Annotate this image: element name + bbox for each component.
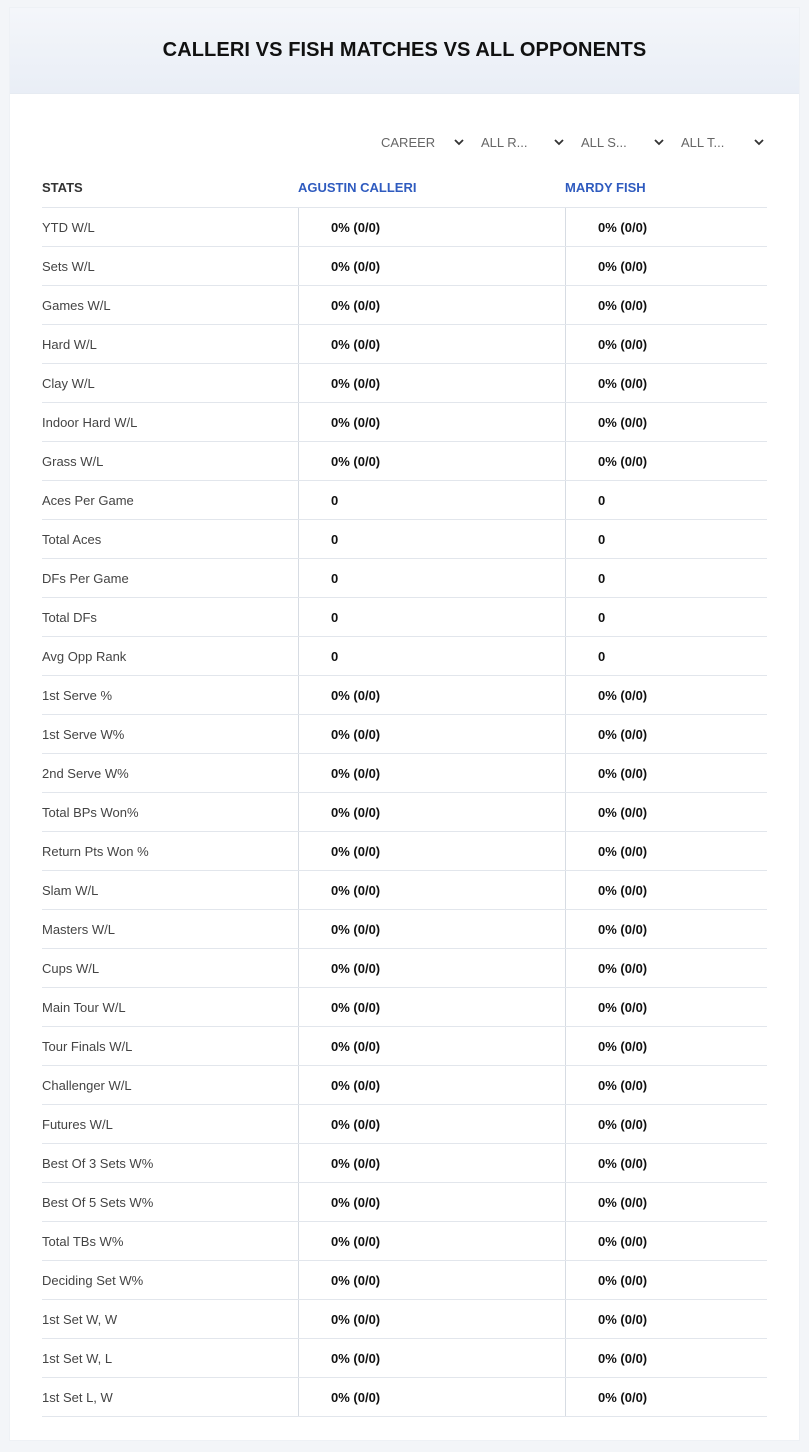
player2-stat-value: 0 bbox=[565, 637, 767, 675]
table-row bbox=[42, 208, 767, 247]
table-row bbox=[42, 1222, 767, 1261]
table-row bbox=[42, 949, 767, 988]
chevron-down-icon bbox=[753, 136, 765, 148]
table-row bbox=[42, 442, 767, 481]
stat-label: Total BPs Won% bbox=[42, 804, 139, 820]
stat-label: YTD W/L bbox=[42, 219, 95, 235]
player2-stat-value: 0% (0/0) bbox=[565, 208, 767, 246]
player1-stat-value: 0 bbox=[298, 559, 565, 597]
surface-select[interactable] bbox=[567, 126, 667, 158]
table-row bbox=[42, 754, 767, 793]
player1-stat-value: 0% (0/0) bbox=[298, 871, 565, 909]
player1-stat-value: 0% (0/0) bbox=[298, 793, 565, 831]
filter-bar bbox=[367, 126, 767, 158]
player1-stat-value: 0 bbox=[298, 637, 565, 675]
player1-column-header[interactable]: AGUSTIN CALLERI bbox=[298, 180, 417, 195]
chevron-down-icon bbox=[553, 136, 565, 148]
table-row bbox=[42, 793, 767, 832]
player2-stat-value: 0% (0/0) bbox=[565, 793, 767, 831]
table-row bbox=[42, 1027, 767, 1066]
player2-stat-value: 0% (0/0) bbox=[565, 1183, 767, 1221]
player2-stat-value: 0% (0/0) bbox=[565, 1066, 767, 1104]
table-row bbox=[42, 1105, 767, 1144]
table-row bbox=[42, 598, 767, 637]
player2-stat-value: 0% (0/0) bbox=[565, 247, 767, 285]
stat-label: 2nd Serve W% bbox=[42, 765, 129, 781]
table-row bbox=[42, 988, 767, 1027]
stat-label: Slam W/L bbox=[42, 882, 99, 898]
stat-label: Games W/L bbox=[42, 297, 111, 313]
table-row bbox=[42, 1183, 767, 1222]
player1-stat-value: 0% (0/0) bbox=[298, 1183, 565, 1221]
table-row bbox=[42, 520, 767, 559]
player2-stat-value: 0 bbox=[565, 559, 767, 597]
player2-stat-value: 0% (0/0) bbox=[565, 988, 767, 1026]
player1-stat-value: 0% (0/0) bbox=[298, 676, 565, 714]
table-row bbox=[42, 481, 767, 520]
table-row bbox=[42, 286, 767, 325]
stat-label: Best Of 3 Sets W% bbox=[42, 1155, 154, 1171]
table-row bbox=[42, 559, 767, 598]
player1-stat-value: 0% (0/0) bbox=[298, 1144, 565, 1182]
player2-stat-value: 0% (0/0) bbox=[565, 715, 767, 753]
table-row bbox=[42, 715, 767, 754]
player2-stat-value: 0% (0/0) bbox=[565, 1222, 767, 1260]
stat-label: Main Tour W/L bbox=[42, 999, 126, 1015]
round-select-value: ALL R... bbox=[481, 134, 528, 150]
table-row bbox=[42, 676, 767, 715]
table-row bbox=[42, 1261, 767, 1300]
table-row bbox=[42, 247, 767, 286]
table-row bbox=[42, 1300, 767, 1339]
player2-stat-value: 0% (0/0) bbox=[565, 1105, 767, 1143]
player1-stat-value: 0% (0/0) bbox=[298, 442, 565, 480]
table-row bbox=[42, 637, 767, 676]
player1-stat-value: 0% (0/0) bbox=[298, 1300, 565, 1338]
stat-label: Best Of 5 Sets W% bbox=[42, 1194, 154, 1210]
stat-label: Indoor Hard W/L bbox=[42, 414, 138, 430]
player2-stat-value: 0% (0/0) bbox=[565, 1339, 767, 1377]
stat-label: Aces Per Game bbox=[42, 492, 134, 508]
stats-card bbox=[10, 8, 799, 1440]
player2-stat-value: 0% (0/0) bbox=[565, 676, 767, 714]
table-row bbox=[42, 325, 767, 364]
table-row bbox=[42, 403, 767, 442]
stat-label: Cups W/L bbox=[42, 960, 100, 976]
stats-column-header: STATS bbox=[42, 180, 83, 195]
stat-label: Total DFs bbox=[42, 609, 97, 625]
stat-label: Futures W/L bbox=[42, 1116, 113, 1132]
stats-table-header bbox=[42, 168, 767, 208]
period-select-value: CAREER bbox=[381, 134, 436, 150]
player1-stat-value: 0% (0/0) bbox=[298, 1339, 565, 1377]
stat-label: 1st Serve % bbox=[42, 687, 113, 703]
player2-stat-value: 0% (0/0) bbox=[565, 832, 767, 870]
stat-label: 1st Set L, W bbox=[42, 1389, 113, 1405]
player1-stat-value: 0% (0/0) bbox=[298, 1378, 565, 1416]
player1-stat-value: 0% (0/0) bbox=[298, 1261, 565, 1299]
player1-stat-value: 0% (0/0) bbox=[298, 832, 565, 870]
table-row bbox=[42, 910, 767, 949]
player2-stat-value: 0 bbox=[565, 481, 767, 519]
stat-label: Total Aces bbox=[42, 531, 102, 547]
player1-stat-value: 0% (0/0) bbox=[298, 325, 565, 363]
player1-stat-value: 0 bbox=[298, 598, 565, 636]
player1-stat-value: 0% (0/0) bbox=[298, 403, 565, 441]
table-row bbox=[42, 1339, 767, 1378]
player1-stat-value: 0% (0/0) bbox=[298, 754, 565, 792]
round-select[interactable] bbox=[467, 126, 567, 158]
player2-stat-value: 0 bbox=[565, 520, 767, 558]
stat-label: DFs Per Game bbox=[42, 570, 129, 586]
stat-label: Hard W/L bbox=[42, 336, 97, 352]
player2-stat-value: 0% (0/0) bbox=[565, 754, 767, 792]
chevron-down-icon bbox=[453, 136, 465, 148]
stat-label: Challenger W/L bbox=[42, 1077, 132, 1093]
tournament-select[interactable] bbox=[667, 126, 767, 158]
player1-stat-value: 0% (0/0) bbox=[298, 1105, 565, 1143]
player1-stat-value: 0% (0/0) bbox=[298, 949, 565, 987]
stat-label: Tour Finals W/L bbox=[42, 1038, 133, 1054]
stat-label: 1st Set W, W bbox=[42, 1311, 118, 1327]
player1-stat-value: 0% (0/0) bbox=[298, 988, 565, 1026]
period-select[interactable] bbox=[367, 126, 467, 158]
player1-stat-value: 0% (0/0) bbox=[298, 1222, 565, 1260]
player1-stat-value: 0% (0/0) bbox=[298, 247, 565, 285]
player2-stat-value: 0% (0/0) bbox=[565, 1300, 767, 1338]
table-row bbox=[42, 832, 767, 871]
stat-label: Total TBs W% bbox=[42, 1233, 124, 1249]
player2-stat-value: 0% (0/0) bbox=[565, 910, 767, 948]
player2-stat-value: 0% (0/0) bbox=[565, 949, 767, 987]
tournament-select-value: ALL T... bbox=[681, 134, 725, 150]
table-row bbox=[42, 871, 767, 910]
player2-stat-value: 0 bbox=[565, 598, 767, 636]
stat-label: 1st Set W, L bbox=[42, 1350, 113, 1366]
table-row bbox=[42, 1378, 767, 1417]
card-header bbox=[10, 8, 799, 94]
player1-stat-value: 0% (0/0) bbox=[298, 715, 565, 753]
player1-stat-value: 0 bbox=[298, 520, 565, 558]
stat-label: Masters W/L bbox=[42, 921, 115, 937]
player2-stat-value: 0% (0/0) bbox=[565, 1378, 767, 1416]
player2-stat-value: 0% (0/0) bbox=[565, 403, 767, 441]
stat-label: Clay W/L bbox=[42, 375, 95, 391]
table-row bbox=[42, 364, 767, 403]
player2-stat-value: 0% (0/0) bbox=[565, 442, 767, 480]
stat-label: Avg Opp Rank bbox=[42, 648, 127, 664]
player2-stat-value: 0% (0/0) bbox=[565, 871, 767, 909]
player1-stat-value: 0% (0/0) bbox=[298, 364, 565, 402]
page-title: CALLERI VS FISH MATCHES VS ALL OPPONENTS bbox=[162, 39, 647, 61]
stat-label: Return Pts Won % bbox=[42, 843, 149, 859]
player2-stat-value: 0% (0/0) bbox=[565, 1261, 767, 1299]
stat-label: Sets W/L bbox=[42, 258, 95, 274]
stat-label: 1st Serve W% bbox=[42, 726, 125, 742]
player1-stat-value: 0 bbox=[298, 481, 565, 519]
stat-label: Grass W/L bbox=[42, 453, 104, 469]
stat-label: Deciding Set W% bbox=[42, 1272, 144, 1288]
player2-column-header[interactable]: MARDY FISH bbox=[565, 180, 646, 195]
player1-stat-value: 0% (0/0) bbox=[298, 208, 565, 246]
player2-stat-value: 0% (0/0) bbox=[565, 1027, 767, 1065]
player2-stat-value: 0% (0/0) bbox=[565, 1144, 767, 1182]
player2-stat-value: 0% (0/0) bbox=[565, 325, 767, 363]
player1-stat-value: 0% (0/0) bbox=[298, 286, 565, 324]
table-row bbox=[42, 1144, 767, 1183]
player1-stat-value: 0% (0/0) bbox=[298, 910, 565, 948]
table-row bbox=[42, 1066, 767, 1105]
player2-stat-value: 0% (0/0) bbox=[565, 286, 767, 324]
chevron-down-icon bbox=[653, 136, 665, 148]
stats-table-body bbox=[42, 208, 767, 1417]
surface-select-value: ALL S... bbox=[581, 134, 627, 150]
player2-stat-value: 0% (0/0) bbox=[565, 364, 767, 402]
player1-stat-value: 0% (0/0) bbox=[298, 1027, 565, 1065]
player1-stat-value: 0% (0/0) bbox=[298, 1066, 565, 1104]
